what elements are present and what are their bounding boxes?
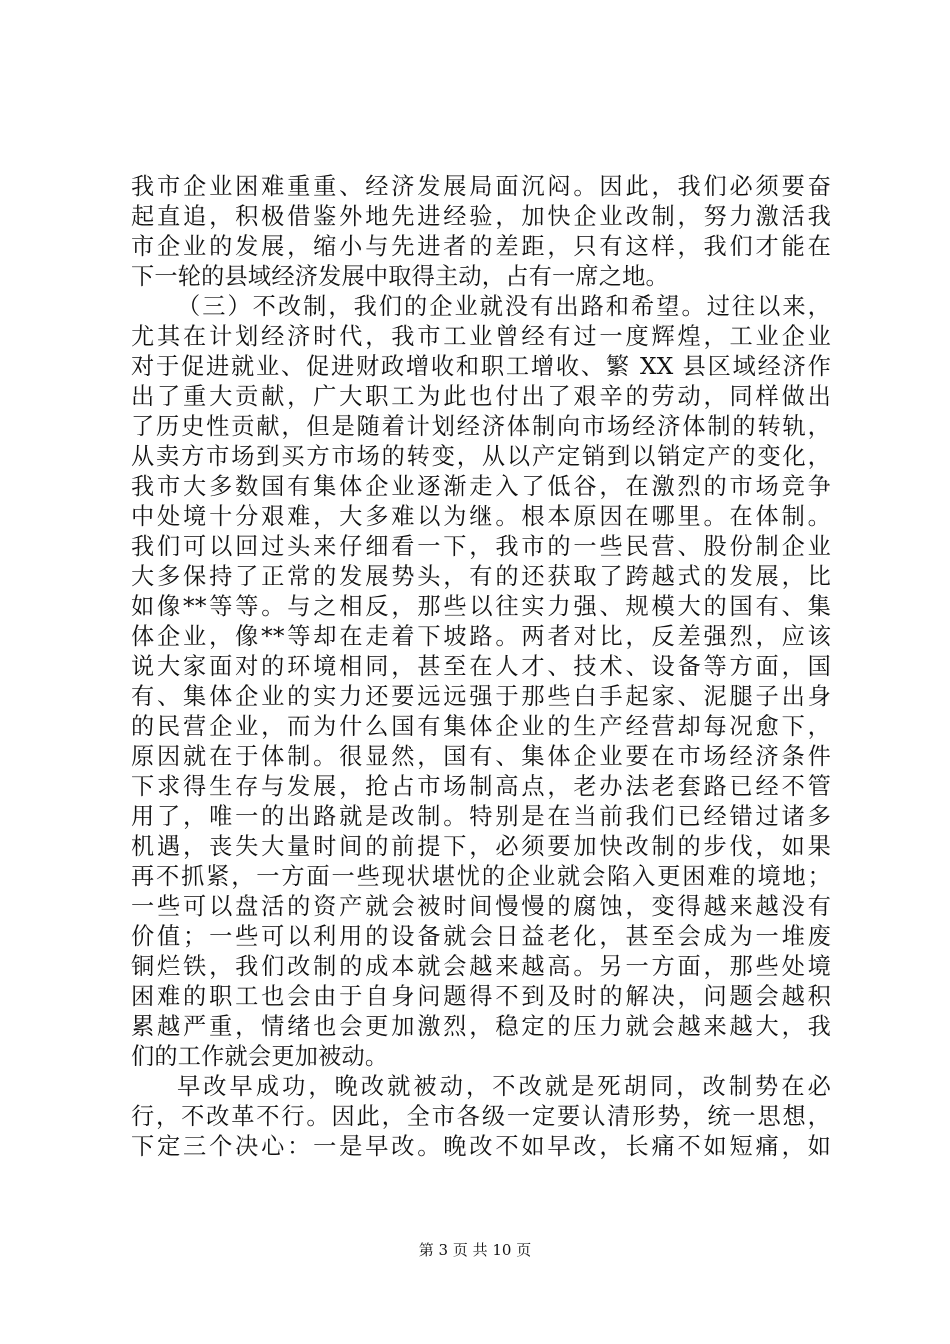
text-line: 我们可以回过头来仔细看一下，我市的一些民营、股份制企业 <box>131 533 831 560</box>
text-line: 行，不改革不行。因此，全市各级一定要认清形势，统一思想， <box>131 1103 831 1130</box>
text-line: 我市大多数国有集体企业逐渐走入了低谷，在激烈的市场竞争 <box>131 473 831 500</box>
text-line: 市企业的发展，缩小与先进者的差距，只有这样，我们才能在 <box>131 233 831 260</box>
text-line: 说大家面对的环境相同，甚至在人才、技术、设备等方面，国 <box>131 653 831 680</box>
text-line: 一些可以盘活的资产就会被时间慢慢的腐蚀，变得越来越没有 <box>131 893 831 920</box>
text-line: 中处境十分艰难，大多难以为继。根本原因在哪里。在体制。 <box>131 503 831 530</box>
text-line: 了历史性贡献，但是随着计划经济体制向市场经济体制的转轨， <box>131 413 831 440</box>
text-line: 对于促进就业、促进财政增收和职工增收、繁 XX 县区域经济作 <box>131 353 831 380</box>
document-body <box>131 172 831 1162</box>
text-line: （三）不改制，我们的企业就没有出路和希望。过往以来， <box>177 293 831 320</box>
text-line: 下一轮的县域经济发展中取得主动，占有一席之地。 <box>131 263 669 290</box>
text-line: 价值；一些可以利用的设备就会日益老化，甚至会成为一堆废 <box>131 923 831 950</box>
text-line: 再不抓紧，一方面一些现状堪忧的企业就会陷入更困难的境地； <box>131 863 831 890</box>
text-line: 体企业，像**等却在走着下坡路。两者对比，反差强烈，应该 <box>131 623 831 650</box>
text-line: 从卖方市场到买方市场的转变，从以产定销到以销定产的变化， <box>131 443 831 470</box>
text-line: 起直追，积极借鉴外地先进经验，加快企业改制，努力激活我 <box>131 203 831 230</box>
text-line: 早改早成功，晚改就被动，不改就是死胡同，改制势在必 <box>177 1073 831 1100</box>
text-line: 机遇，丧失大量时间的前提下，必须要加快改制的步伐，如果 <box>131 833 831 860</box>
page-number-footer: 第 3 页 共 10 页 <box>418 1241 532 1259</box>
text-line: 出了重大贡献，广大职工为此也付出了艰辛的劳动，同样做出 <box>131 383 831 410</box>
text-line: 铜烂铁，我们改制的成本就会越来越高。另一方面，那些处境 <box>131 953 831 980</box>
text-line: 累越严重，情绪也会更加激烈，稳定的压力就会越来越大，我 <box>131 1013 831 1040</box>
text-line: 如像**等等。与之相反，那些以往实力强、规模大的国有、集 <box>131 593 831 620</box>
text-line: 困难的职工也会由于自身问题得不到及时的解决，问题会越积 <box>131 983 831 1010</box>
text-line: 我市企业困难重重、经济发展局面沉闷。因此，我们必须要奋 <box>131 173 831 200</box>
text-line: 们的工作就会更加被动。 <box>131 1043 389 1070</box>
text-line: 的民营企业，而为什么国有集体企业的生产经营却每况愈下， <box>131 713 831 740</box>
text-line: 下定三个决心：一是早改。晚改不如早改，长痛不如短痛，如 <box>131 1133 831 1160</box>
text-line: 大多保持了正常的发展势头，有的还获取了跨越式的发展，比 <box>131 563 831 590</box>
text-line: 下求得生存与发展，抢占市场制高点，老办法老套路已经不管 <box>131 773 831 800</box>
text-line: 尤其在计划经济时代，我市工业曾经有过一度辉煌，工业企业 <box>131 323 831 350</box>
text-line: 原因就在于体制。很显然，国有、集体企业要在市场经济条件 <box>131 743 831 770</box>
text-line: 用了，唯一的出路就是改制。特别是在当前我们已经错过诸多 <box>131 803 831 830</box>
text-line: 有、集体企业的实力还要远远强于那些白手起家、泥腿子出身 <box>131 683 831 710</box>
